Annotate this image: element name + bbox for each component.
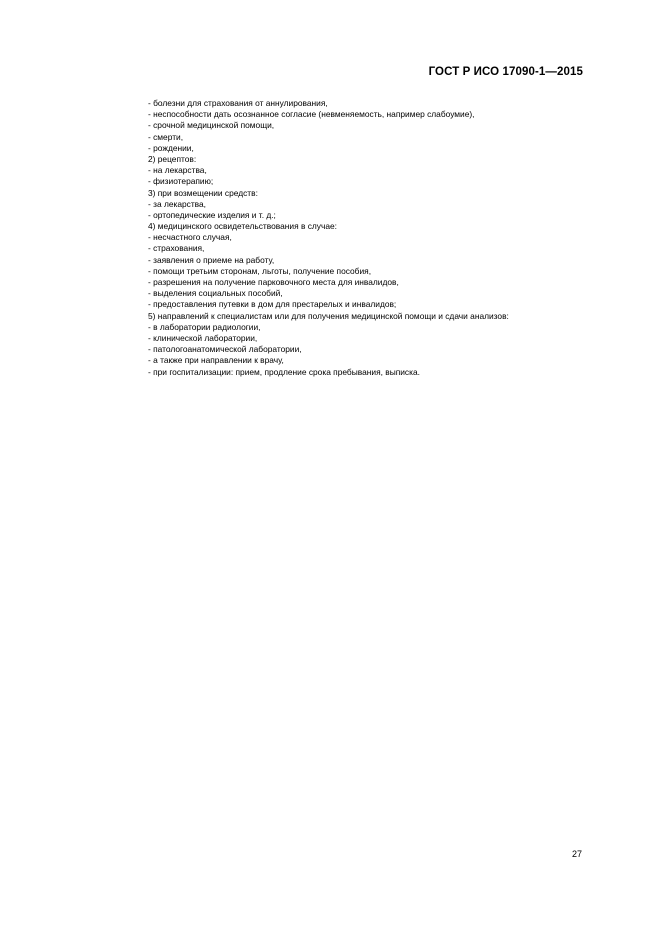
text-line: - смерти, bbox=[148, 131, 184, 142]
text-line: - предоставления путевки в дом для престарелых и инвалидов; bbox=[148, 299, 397, 310]
text-line: - болезни для страхования от аннулирования, bbox=[148, 98, 328, 108]
text-line: - срочной медицинской помощи, bbox=[148, 120, 275, 131]
text-line: - физиотерапию; bbox=[148, 176, 214, 187]
text-line: - выделения социальных пособий, bbox=[148, 288, 283, 299]
text-line: - за лекарства, bbox=[148, 198, 207, 209]
text-line: 5) направлений к специалистам или для получения медицинской помощи и сдачи анализов: bbox=[148, 310, 509, 321]
text-line: - при госпитализации: прием, продление срока пребывания, выписка. bbox=[148, 366, 420, 377]
text-line: - патологоанатомической лаборатории, bbox=[148, 344, 302, 355]
text-line: - страхования, bbox=[148, 243, 205, 254]
text-line: - разрешения на получение парковочного места для инвалидов, bbox=[148, 277, 399, 287]
text-line: 3) при возмещении средств: bbox=[148, 187, 258, 198]
text-line: 4) медицинского освидетельствования в случае: bbox=[148, 221, 337, 232]
text-line: - помощи третьим сторонам, льготы, получение пособия, bbox=[148, 265, 372, 276]
text-line: - в лаборатории радиологии, bbox=[148, 321, 261, 332]
text-line: - рождении, bbox=[148, 142, 194, 153]
text-line: - ортопедические изделия и т. д.; bbox=[148, 209, 276, 220]
text-line: - неспособности дать осознанное согласие (невменяемость, например слабоумие), bbox=[148, 109, 475, 120]
page-number: 27 bbox=[571, 849, 582, 859]
text-line: - клинической лаборатории, bbox=[148, 332, 258, 343]
text-line: - на лекарства, bbox=[148, 165, 207, 176]
document-body bbox=[148, 98, 588, 378]
text-line: 2) рецептов: bbox=[148, 153, 197, 164]
text-line: - а также при направлении к врачу, bbox=[148, 355, 284, 366]
text-line: - несчастного случая, bbox=[148, 232, 232, 243]
text-line: - заявления о приеме на работу, bbox=[148, 254, 275, 265]
document-header-code: ГОСТ Р ИСО 17090-1—2015 bbox=[428, 66, 583, 78]
